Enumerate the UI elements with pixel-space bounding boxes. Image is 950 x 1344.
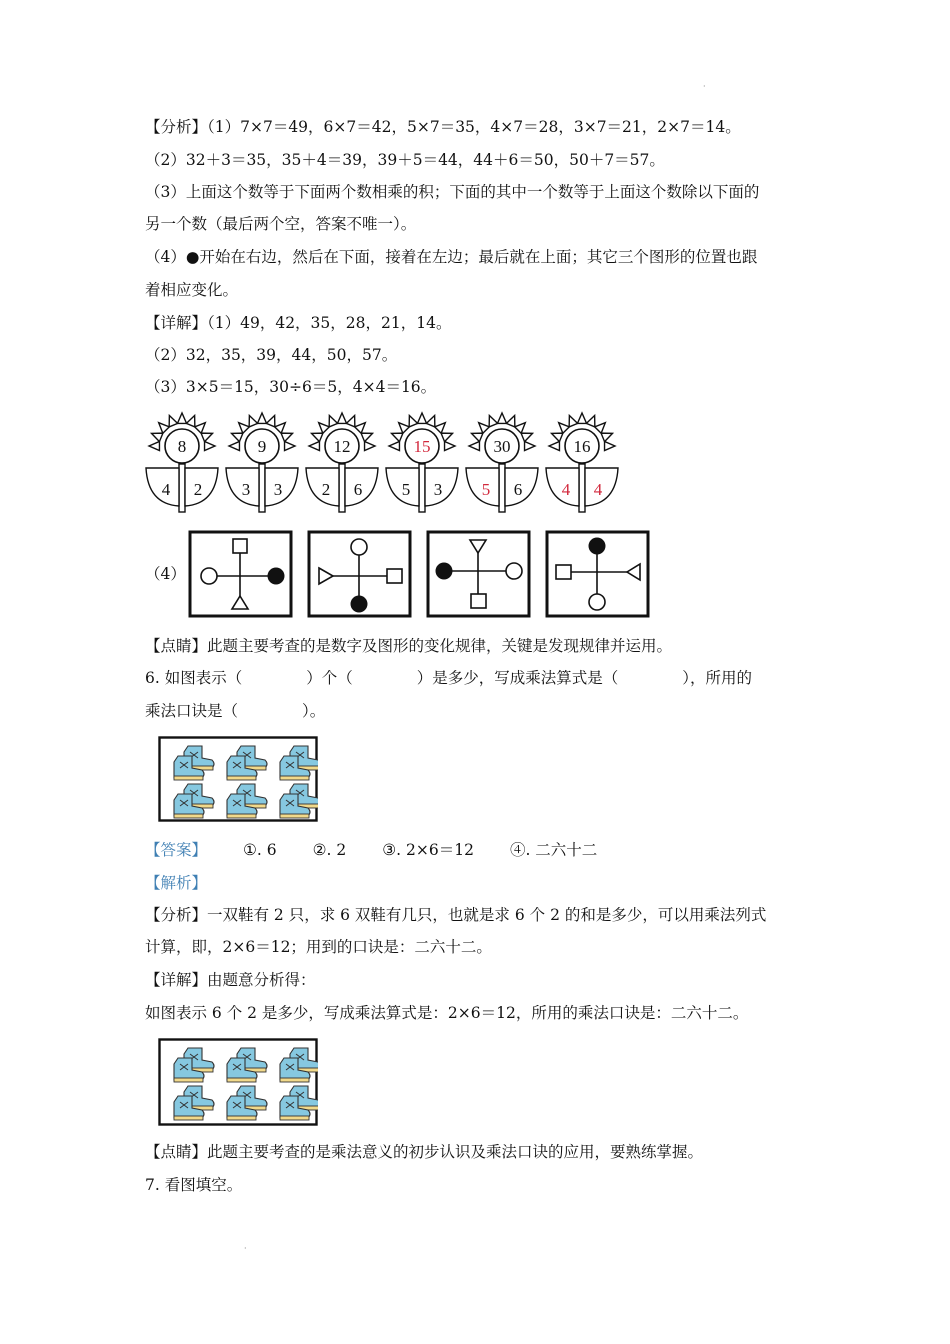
petal bbox=[472, 433, 483, 441]
petal bbox=[426, 416, 434, 427]
flower-top-number: 8 bbox=[177, 437, 187, 456]
petal bbox=[337, 413, 346, 423]
petal bbox=[195, 423, 206, 434]
detail6-line-2: 如图表示 6 个 2 是多少，写成乘法算式是：2×6＝12，所用的乘法口诀是：二六十二。 bbox=[145, 1004, 749, 1022]
pattern-box-3 bbox=[428, 532, 529, 616]
petal bbox=[506, 416, 514, 427]
flower-left-number: 4 bbox=[161, 480, 171, 499]
flower-right-number: 2 bbox=[193, 480, 203, 499]
petal bbox=[435, 423, 446, 434]
page-dot-top: · bbox=[703, 82, 706, 91]
petal bbox=[409, 416, 417, 427]
analysis-line-3a: （3）上面这个数等于下面两个数相乘的积；下面的其中一个数等于上面这个数除以下面的 bbox=[145, 183, 760, 201]
flower-top-number: 15 bbox=[413, 437, 431, 456]
q6-text-a: 6. 如图表示（ bbox=[145, 669, 243, 687]
answer-label: 【答案】 bbox=[145, 841, 208, 859]
stem bbox=[259, 464, 265, 512]
petal bbox=[275, 423, 286, 434]
answer-item-3: ③. 2×6＝12 bbox=[382, 841, 474, 859]
petal bbox=[266, 416, 274, 427]
petal bbox=[232, 433, 243, 441]
sunflower-4 bbox=[386, 413, 458, 512]
petal bbox=[201, 433, 212, 441]
stem bbox=[179, 464, 185, 512]
flower-right-number: 3 bbox=[433, 480, 443, 499]
petal bbox=[559, 423, 570, 434]
petal bbox=[239, 423, 250, 434]
flower-right-number: 3 bbox=[273, 480, 283, 499]
petal bbox=[365, 441, 375, 450]
flower-top-number: 30 bbox=[493, 437, 511, 456]
petal bbox=[605, 441, 615, 450]
analysis6-line-1: 【分析】一双鞋有 2 只，求 6 双鞋有几只，也就是求 6 个 2 的和是多少，可以用乘法列式 bbox=[145, 906, 767, 924]
q6-text-f: ）。 bbox=[302, 702, 326, 720]
petal bbox=[177, 413, 186, 423]
petal bbox=[489, 416, 497, 427]
answer-item-4: ④. 二六十二 bbox=[509, 841, 598, 859]
part4-label: （4） bbox=[145, 565, 186, 583]
boots-figure-1 bbox=[158, 736, 318, 822]
petal bbox=[329, 416, 337, 427]
q6-text-e: 乘法口诀是（ bbox=[145, 702, 239, 720]
petal bbox=[149, 441, 159, 450]
sunflower-1 bbox=[146, 413, 218, 512]
stem bbox=[419, 464, 425, 512]
analysis-line-3b: 另一个数（最后两个空，答案不唯一）。 bbox=[145, 215, 417, 233]
petal bbox=[577, 413, 586, 423]
petal bbox=[525, 441, 535, 450]
q6-line-1 bbox=[145, 668, 752, 688]
petal bbox=[595, 423, 606, 434]
pattern-box-2 bbox=[309, 532, 410, 616]
detail-line-1: 【详解】（1）49，42，35，28，21，14。 bbox=[145, 314, 452, 332]
analysis-line-4a: （4）●开始在右边，然后在下面，接着在左边；最后就在上面；其它三个图形的位置也跟 bbox=[145, 248, 758, 266]
answer-item-1: ①. 6 bbox=[243, 841, 277, 859]
answer-item-2: ②. 2 bbox=[312, 841, 347, 859]
petal bbox=[479, 423, 490, 434]
sunflower-2 bbox=[226, 413, 298, 512]
petal bbox=[469, 441, 479, 450]
flower-right-number: 4 bbox=[593, 480, 603, 499]
petal bbox=[497, 413, 506, 423]
petal bbox=[552, 433, 563, 441]
petal bbox=[445, 441, 455, 450]
petal bbox=[586, 416, 594, 427]
pattern-box-1 bbox=[190, 532, 291, 616]
petal bbox=[152, 433, 163, 441]
pattern-box-4 bbox=[547, 532, 648, 616]
comment-2: 【点睛】此题主要考查的是乘法意义的初步认识及乘法口诀的应用，要熟练掌握。 bbox=[145, 1143, 704, 1161]
petal bbox=[229, 441, 239, 450]
petal bbox=[392, 433, 403, 441]
stem bbox=[579, 464, 585, 512]
q6-line-2 bbox=[145, 701, 325, 721]
petal bbox=[441, 433, 452, 441]
petal bbox=[281, 433, 292, 441]
q6-text-b: ）个（ bbox=[306, 669, 353, 687]
flower-top-number: 16 bbox=[573, 437, 591, 456]
petal bbox=[569, 416, 577, 427]
flower-top-number: 12 bbox=[333, 437, 351, 456]
flower-left-number: 2 bbox=[321, 480, 331, 499]
analysis-line-4b: 着相应变化。 bbox=[145, 281, 239, 299]
petal bbox=[159, 423, 170, 434]
sunflower-5 bbox=[466, 413, 538, 512]
petal bbox=[346, 416, 354, 427]
petal bbox=[309, 441, 319, 450]
petal bbox=[169, 416, 177, 427]
detail-line-2: （2）32，35，39，44，50，57。 bbox=[145, 346, 398, 364]
petal bbox=[186, 416, 194, 427]
petal bbox=[319, 423, 330, 434]
q6-text-c: ）是多少，写成乘法算式是（ bbox=[416, 669, 619, 687]
shape-pattern-figure bbox=[188, 530, 653, 618]
jiexi-label: 【解析】 bbox=[145, 874, 208, 892]
boots-figure-2 bbox=[158, 1038, 318, 1126]
petal bbox=[417, 413, 426, 423]
sunflower-3 bbox=[306, 413, 378, 512]
sunflower-figure bbox=[140, 405, 640, 515]
stem bbox=[499, 464, 505, 512]
detail-line-3: （3）3×5＝15，30÷6＝5，4×4＝16。 bbox=[145, 378, 437, 396]
flower-left-number: 3 bbox=[241, 480, 251, 499]
flower-top-number: 9 bbox=[257, 437, 267, 456]
answer-line bbox=[145, 840, 633, 860]
petal bbox=[515, 423, 526, 434]
petal bbox=[249, 416, 257, 427]
petal bbox=[389, 441, 399, 450]
petal bbox=[205, 441, 215, 450]
petal bbox=[257, 413, 266, 423]
page-dot-bottom: · bbox=[244, 1244, 247, 1253]
petal bbox=[549, 441, 559, 450]
analysis6-line-2: 计算，即，2×6＝12；用到的口诀是：二六十二。 bbox=[145, 938, 492, 956]
petal bbox=[521, 433, 532, 441]
flower-left-number: 5 bbox=[481, 480, 491, 499]
flower-right-number: 6 bbox=[513, 480, 523, 499]
flower-left-number: 5 bbox=[401, 480, 411, 499]
stem bbox=[339, 464, 345, 512]
petal bbox=[355, 423, 366, 434]
detail6-line-1: 【详解】由题意分析得： bbox=[145, 971, 316, 989]
q6-text-d: ），所用的 bbox=[682, 669, 753, 687]
sunflower-6 bbox=[546, 413, 618, 512]
analysis-line-1: 【分析】（1）7×7＝49，6×7＝42，5×7＝35，4×7＝28，3×7＝21，2×7＝14。 bbox=[145, 118, 741, 136]
comment-1: 【点睛】此题主要考查的是数字及图形的变化规律，关键是发现规律并运用。 bbox=[145, 637, 673, 655]
q7-title: 7. 看图填空。 bbox=[145, 1176, 243, 1194]
petal bbox=[399, 423, 410, 434]
petal bbox=[312, 433, 323, 441]
petal bbox=[361, 433, 372, 441]
analysis-line-2: （2）32＋3＝35，35＋4＝39，39＋5＝44，44＋6＝50，50＋7＝57。 bbox=[145, 151, 665, 169]
petal bbox=[285, 441, 295, 450]
petal bbox=[601, 433, 612, 441]
flower-right-number: 6 bbox=[353, 480, 363, 499]
flower-left-number: 4 bbox=[561, 480, 571, 499]
